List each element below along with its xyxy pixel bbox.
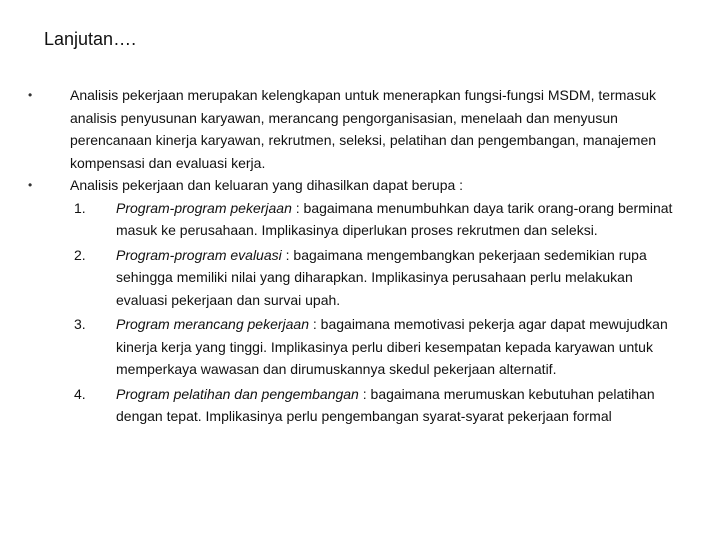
numbered-item <box>70 383 684 428</box>
item-number: 2. <box>74 246 86 263</box>
program-description: : bagaimana menumbuhkan daya tarik orang-orang berminat masuk ke perusahaan. Implikasinya diperlukan proses rekrutmen dan seleksi. <box>116 199 673 238</box>
program-description: : bagaimana memotivasi pekerja agar dapat mewujudkan kinerja kerja yang tinggi. Implikasinya perlu diberi kesempatan kepada karyawan untuk memperkaya wawasan dan dirumuskannya skedul pekerjaan alternatif. <box>116 316 668 377</box>
numbered-item <box>70 197 684 242</box>
program-description: : bagaimana merumuskan kebutuhan pelatihan dengan tepat. Implikasinya perlu pengembangan syarat-syarat pekerjaan formal <box>116 385 655 424</box>
program-name: Program merancang pekerjaan <box>116 316 309 332</box>
item-number: 3. <box>74 316 86 332</box>
bullet-marker: • <box>28 88 33 102</box>
bullet-marker: • <box>28 178 33 192</box>
bullet-item <box>28 84 684 174</box>
program-name: Program-program evaluasi <box>116 246 282 263</box>
program-name: Program pelatihan dan pengembangan <box>116 385 359 402</box>
bullet-item <box>28 174 684 428</box>
numbered-item <box>70 313 684 381</box>
bullet-text: Analisis pekerjaan merupakan kelengkapan untuk menerapkan fungsi-fungsi MSDM, termasuk analisis penyusunan karyawan, merancang pengorganisasian, menelaah dan menyusun perencanaan kinerja karyawan, rekrutmen, seleksi, pelatihan dan pengembangan, manajemen kompensasi dan evaluasi kerja. <box>70 87 657 171</box>
item-number: 1. <box>74 199 86 216</box>
numbered-list <box>70 197 684 428</box>
item-number: 4. <box>74 385 86 402</box>
program-description: : bagaimana mengembangkan pekerjaan sedemikian rupa sehingga memiliki nilai yang diharapkan. Implikasinya perusahaan perlu melakukan evaluasi pekerjaan dan survai upah. <box>116 246 647 308</box>
bullet-list <box>28 84 684 428</box>
program-name: Program-program pekerjaan <box>116 199 292 216</box>
numbered-item <box>70 244 684 312</box>
bullet-text: Analisis pekerjaan dan keluaran yang dihasilkan dapat berupa : <box>70 177 464 193</box>
slide-title: Lanjutan…. <box>44 29 137 49</box>
